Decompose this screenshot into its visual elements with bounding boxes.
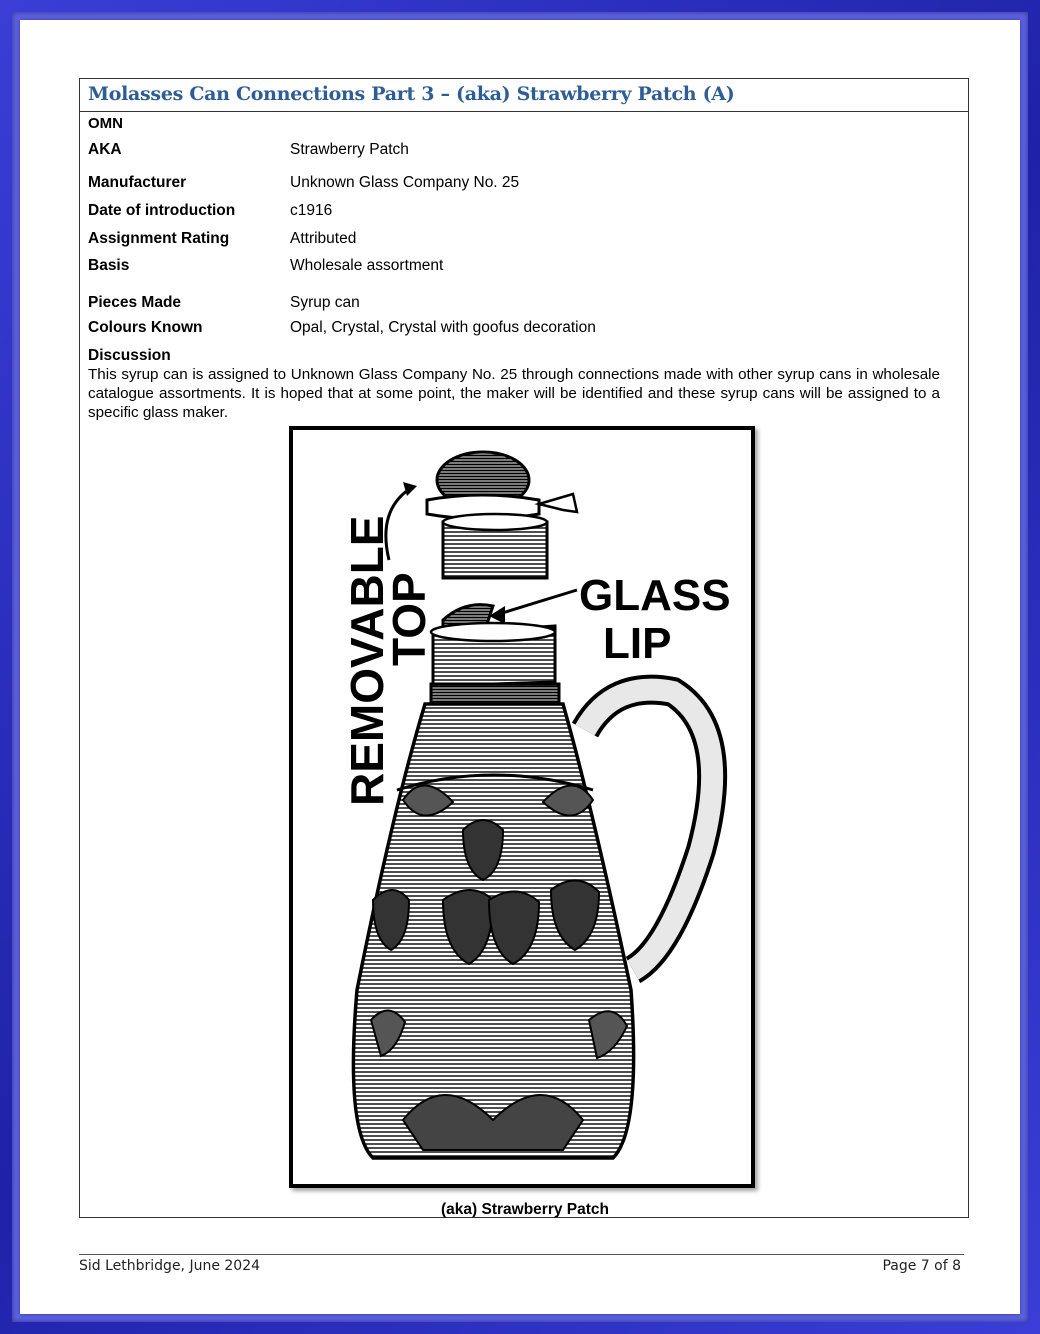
glass-label: GLASS — [579, 571, 731, 620]
footer-divider — [79, 1254, 964, 1255]
title-row — [80, 79, 968, 112]
syrup-can-illustration — [289, 426, 755, 1188]
field-value-aka: Strawberry Patch — [290, 141, 409, 158]
discussion-heading: Discussion — [88, 347, 171, 364]
content-table — [79, 78, 969, 1218]
page-title: Molasses Can Connections Part 3 – (aka) Strawberry Patch (A) — [88, 83, 735, 105]
field-label-date: Date of introduction — [88, 202, 236, 219]
document-page — [20, 20, 1020, 1314]
field-value-manufacturer: Unknown Glass Company No. 25 — [290, 174, 520, 191]
top-label: TOP — [383, 572, 435, 666]
syrup-can-drawing — [293, 430, 751, 1184]
image-caption: (aka) Strawberry Patch — [441, 1201, 609, 1218]
glass-lip-icon — [431, 605, 559, 704]
field-label-basis: Basis — [88, 257, 130, 274]
footer-page-number: Page 7 of 8 — [882, 1258, 961, 1274]
lip-label: LIP — [603, 619, 672, 668]
field-label-manufacturer: Manufacturer — [88, 174, 187, 191]
arrow-icon — [499, 590, 577, 614]
omn-label: OMN — [88, 115, 123, 132]
field-value-assignment-rating: Attributed — [290, 230, 357, 247]
footer-author-date: Sid Lethbridge, June 2024 — [79, 1258, 261, 1274]
field-value-colours-known: Opal, Crystal, Crystal with goofus decoration — [290, 319, 596, 336]
field-label-assignment-rating: Assignment Rating — [88, 230, 230, 247]
field-label-aka: AKA — [88, 141, 122, 158]
discussion-text: This syrup can is assigned to Unknown Glass Company No. 25 through connections made with other syrup cans in wholesale catalogue assortments. It is hoped that at some point, the maker will be identified and these syrup cans will be assigned to a specific glass maker. — [88, 366, 940, 421]
removable-label: REMOVABLE — [341, 515, 393, 806]
removable-top-icon — [427, 452, 577, 578]
field-value-pieces-made: Syrup can — [290, 294, 360, 311]
field-value-basis: Wholesale assortment — [290, 257, 444, 274]
field-value-date: c1916 — [290, 202, 333, 219]
field-label-colours-known: Colours Known — [88, 319, 203, 336]
field-label-pieces-made: Pieces Made — [88, 294, 182, 311]
